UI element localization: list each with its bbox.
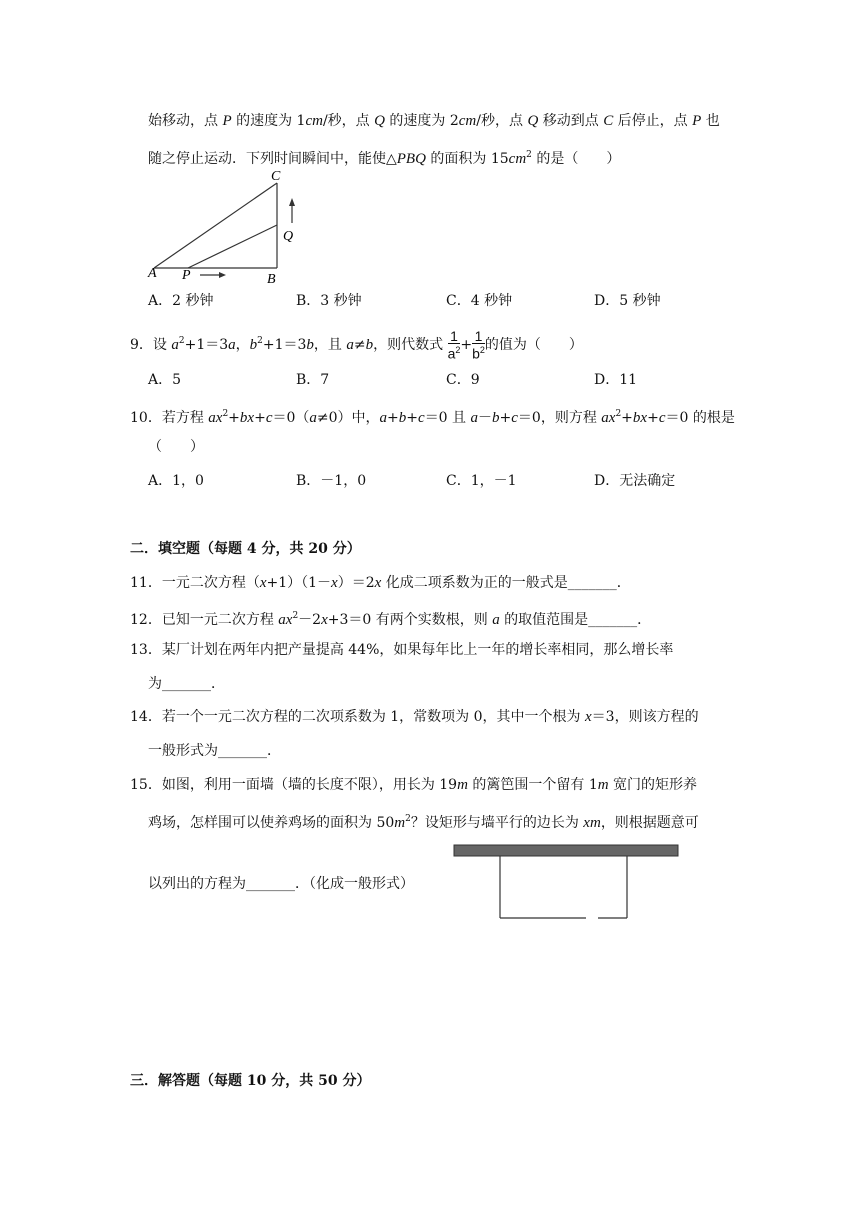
text: ．（化成一般形式） bbox=[295, 876, 414, 892]
text: －2 bbox=[298, 612, 322, 628]
plus-sign: + bbox=[460, 337, 473, 353]
var-b: b bbox=[249, 337, 258, 353]
label-a: A bbox=[148, 266, 157, 281]
text: 以列出的方程为 bbox=[148, 876, 246, 892]
triangle-figure bbox=[140, 165, 300, 287]
text: + bbox=[647, 410, 659, 426]
unit-cm: cm bbox=[458, 113, 477, 129]
den-var: b bbox=[472, 345, 480, 362]
var-c: C bbox=[603, 113, 614, 129]
text: + bbox=[621, 410, 633, 426]
text: +1＝3 bbox=[262, 337, 307, 353]
q10-option-d: D．无法确定 bbox=[594, 473, 676, 489]
var-b: b bbox=[306, 337, 314, 353]
label-q: Q bbox=[283, 229, 294, 244]
q15-line-2 bbox=[148, 809, 699, 833]
var-x: x bbox=[321, 612, 328, 628]
text: ＝0（ bbox=[272, 410, 310, 426]
text: 的篱笆围一个留有 1 bbox=[467, 777, 598, 793]
var: bx bbox=[239, 410, 255, 426]
wall bbox=[454, 845, 678, 856]
label-p: P bbox=[182, 268, 191, 283]
q15-line-3 bbox=[148, 874, 414, 894]
label-b: B bbox=[267, 272, 276, 287]
q9-option-d: D．11 bbox=[594, 372, 638, 388]
text: ． bbox=[267, 743, 281, 759]
text: 鸡场，怎样围可以使养鸡场的面积为 50 bbox=[148, 815, 395, 831]
var: c bbox=[265, 410, 273, 426]
var: ax bbox=[601, 410, 616, 426]
superscript: 2 bbox=[526, 150, 532, 160]
q10-line-2: （ ） bbox=[148, 439, 204, 455]
superscript: 2 bbox=[222, 409, 229, 419]
fraction-1-over-b2 bbox=[472, 327, 485, 362]
text: /秒，点 bbox=[322, 113, 375, 129]
var-p: P bbox=[692, 113, 702, 129]
var-p: P bbox=[222, 113, 232, 129]
text: 也 bbox=[701, 113, 720, 129]
var-a: a bbox=[346, 337, 354, 353]
text: ，且 bbox=[313, 337, 347, 353]
section-3-heading: 三．解答题（每题 10 分，共 50 分） bbox=[130, 1073, 371, 1089]
answer-blank: _______ bbox=[567, 575, 617, 591]
text: 的值为（ ） bbox=[484, 337, 583, 353]
q8-option-d: D．5 秒钟 bbox=[594, 293, 661, 309]
den-exp: 2 bbox=[479, 344, 485, 355]
var: bx bbox=[632, 410, 648, 426]
q15-line-1 bbox=[130, 775, 697, 795]
text: ，则代数式 bbox=[373, 337, 444, 353]
q13-line-2 bbox=[148, 674, 225, 694]
text: ＝3，则该方程的 bbox=[591, 709, 699, 725]
var: a bbox=[470, 410, 478, 426]
q9-option-c: C．9 bbox=[446, 372, 480, 388]
question-number: 11．一元二次方程（ bbox=[130, 575, 260, 591]
text: + bbox=[228, 410, 240, 426]
q8-option-a: A．2 秒钟 bbox=[148, 293, 214, 309]
q10-option-b: B．－1，0 bbox=[296, 473, 367, 489]
unit-m: m bbox=[457, 777, 468, 793]
text: ， bbox=[235, 337, 250, 353]
text: 为 bbox=[148, 676, 162, 692]
question-number: 9．设 bbox=[130, 337, 172, 353]
unit-cm: cm bbox=[305, 113, 323, 129]
text: ＝0，则方程 bbox=[517, 410, 602, 426]
section-2-heading: 二．填空题（每题 4 分，共 20 分） bbox=[130, 541, 361, 557]
triangle-pbq: PBQ bbox=[396, 151, 426, 167]
q8-line-1 bbox=[148, 111, 720, 131]
text: 后停止，点 bbox=[613, 113, 693, 129]
text: ． bbox=[211, 676, 225, 692]
text: 的面积为 15 bbox=[425, 151, 509, 167]
q9-line bbox=[130, 323, 583, 363]
var: ax bbox=[278, 612, 293, 628]
text: 始移动，点 bbox=[148, 113, 223, 129]
q9-option-a: A．5 bbox=[148, 372, 182, 388]
question-number: 12．已知一元二次方程 bbox=[130, 612, 279, 628]
var: ax bbox=[208, 410, 223, 426]
superscript: 2 bbox=[178, 336, 185, 346]
superscript: 2 bbox=[257, 336, 263, 346]
numerator: 1 bbox=[448, 330, 461, 344]
var-x: x bbox=[374, 575, 382, 591]
var-a: a bbox=[171, 337, 179, 353]
var: b bbox=[398, 410, 407, 426]
unit-m: m bbox=[394, 815, 406, 831]
unit-m: m bbox=[589, 815, 601, 831]
answer-blank: _______ bbox=[218, 743, 267, 759]
q13-line-1: 13．某厂计划在两年内把产量提高 44%，如果每年比上一年的增长率相同，那么增长率 bbox=[130, 642, 674, 658]
var-b: b bbox=[365, 337, 374, 353]
text: ）＝2 bbox=[337, 575, 375, 591]
text: + bbox=[387, 410, 399, 426]
neq-sign: ≠ bbox=[353, 337, 366, 353]
var-x: x bbox=[584, 709, 592, 725]
text: ，则根据题意可 bbox=[600, 815, 699, 831]
q10-line-1 bbox=[130, 404, 735, 428]
var-x: x bbox=[331, 575, 338, 591]
text: － bbox=[478, 410, 492, 426]
text: ≠0）中， bbox=[316, 410, 380, 426]
var: b bbox=[492, 410, 500, 426]
text: + bbox=[499, 410, 512, 426]
text: 15．如图，利用一面墙（墙的长度不限），用长为 19 bbox=[130, 777, 458, 793]
arrowhead-right bbox=[219, 272, 226, 278]
text: /秒，点 bbox=[476, 113, 528, 129]
text: 化成二项系数为正的一般式是 bbox=[381, 575, 568, 591]
question-number: 10．若方程 bbox=[130, 410, 209, 426]
text: 随之停止运动．下列时间瞬间中，能使△ bbox=[148, 151, 397, 167]
text: ＝0 且 bbox=[424, 410, 471, 426]
var: c bbox=[511, 410, 518, 426]
superscript: 2 bbox=[292, 611, 299, 621]
q11-line bbox=[130, 573, 631, 593]
var-x: x bbox=[583, 815, 590, 831]
q14-line-2 bbox=[148, 741, 281, 761]
var-a: a bbox=[228, 337, 236, 353]
text: ． bbox=[637, 612, 652, 628]
text: 14．若一个一元二次方程的二次项系数为 1，常数项为 0，其中一个根为 bbox=[130, 709, 585, 725]
var: a bbox=[379, 410, 388, 426]
text: ？设矩形与墙平行的边长为 bbox=[410, 815, 584, 831]
fraction-1-over-a2 bbox=[447, 327, 461, 362]
text: 的速度为 2 bbox=[384, 113, 459, 129]
var: c bbox=[658, 410, 666, 426]
text: 的速度为 1 bbox=[231, 113, 306, 129]
text: +1）（1－ bbox=[266, 575, 332, 591]
den-var: a bbox=[447, 345, 456, 362]
text: + bbox=[254, 410, 266, 426]
q8-option-c: C．4 秒钟 bbox=[446, 293, 513, 309]
answer-blank: _______ bbox=[588, 612, 638, 628]
var: c bbox=[418, 410, 425, 426]
segment-pq bbox=[188, 225, 277, 268]
text: 的取值范围是 bbox=[499, 612, 589, 628]
unit-m: m bbox=[597, 777, 609, 793]
unit-cm: cm bbox=[508, 151, 527, 167]
text: ＝0 的根是 bbox=[665, 410, 735, 426]
answer-blank: _______ bbox=[162, 676, 211, 692]
var-q: Q bbox=[374, 113, 385, 129]
text: 一般形式为 bbox=[148, 743, 218, 759]
var-x: x bbox=[259, 575, 267, 591]
den-exp: 2 bbox=[455, 344, 461, 355]
denominator bbox=[448, 344, 461, 361]
var-a: a bbox=[492, 612, 500, 628]
text: +3＝0 有两个实数根，则 bbox=[327, 612, 493, 628]
numerator: 1 bbox=[472, 330, 485, 344]
var: a bbox=[309, 410, 317, 426]
arrowhead-up bbox=[289, 198, 295, 206]
answer-blank: _______ bbox=[246, 876, 295, 892]
q14-line-1 bbox=[130, 707, 699, 727]
q9-option-b: B．7 bbox=[296, 372, 330, 388]
q10-option-a: A．1，0 bbox=[148, 473, 204, 489]
text: 移动到点 bbox=[538, 113, 604, 129]
chicken-farm-figure bbox=[450, 840, 685, 925]
text: + bbox=[406, 410, 419, 426]
superscript: 2 bbox=[405, 814, 411, 824]
q12-line bbox=[130, 606, 651, 630]
text: +1＝3 bbox=[184, 337, 229, 353]
text: ． bbox=[616, 575, 631, 591]
text: 的是（ ） bbox=[531, 151, 621, 167]
denominator bbox=[472, 344, 485, 361]
label-c: C bbox=[271, 169, 281, 184]
superscript: 2 bbox=[615, 409, 622, 419]
q10-option-c: C．1，－1 bbox=[446, 473, 517, 489]
text: 宽门的矩形养 bbox=[608, 777, 698, 793]
var-q: Q bbox=[527, 113, 539, 129]
q8-option-b: B．3 秒钟 bbox=[296, 293, 362, 309]
